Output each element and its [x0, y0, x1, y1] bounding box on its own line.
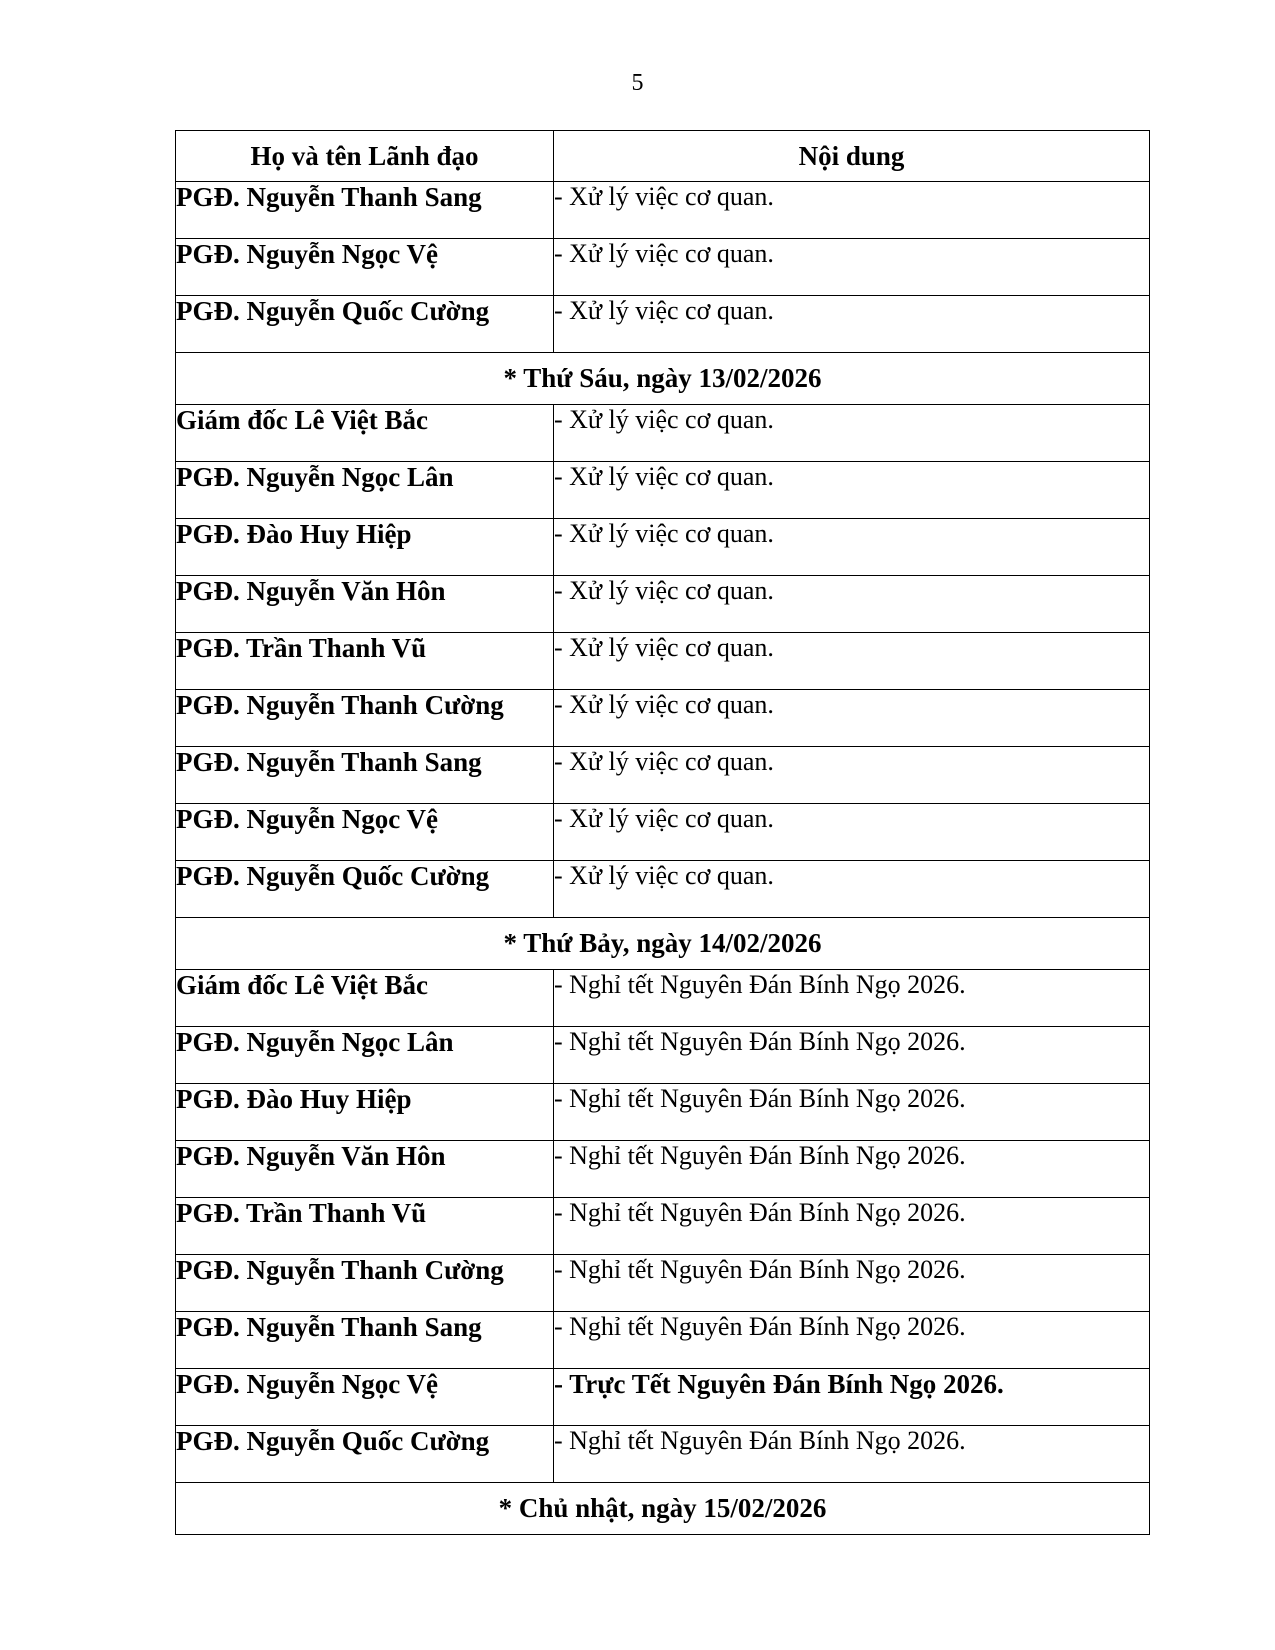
schedule-content: - Nghỉ tết Nguyên Đán Bính Ngọ 2026.: [554, 1312, 1150, 1369]
schedule-content: - Nghỉ tết Nguyên Đán Bính Ngọ 2026.: [554, 1198, 1150, 1255]
schedule-content: - Nghỉ tết Nguyên Đán Bính Ngọ 2026.: [554, 1084, 1150, 1141]
leader-name: PGĐ. Nguyễn Thanh Sang: [176, 182, 554, 239]
table-row: [176, 296, 1150, 353]
schedule-content: - Xử lý việc cơ quan.: [554, 405, 1150, 462]
leader-name: PGĐ. Nguyễn Ngọc Vệ: [176, 804, 554, 861]
leader-schedule-table: [175, 130, 1150, 1535]
table-row: [176, 405, 1150, 462]
schedule-content: - Xử lý việc cơ quan.: [554, 239, 1150, 296]
schedule-content: - Nghỉ tết Nguyên Đán Bính Ngọ 2026.: [554, 1141, 1150, 1198]
table-row: [176, 747, 1150, 804]
schedule-content: - Nghỉ tết Nguyên Đán Bính Ngọ 2026.: [554, 970, 1150, 1027]
leader-name: PGĐ. Trần Thanh Vũ: [176, 1198, 554, 1255]
table-row: [176, 804, 1150, 861]
schedule-content: - Nghỉ tết Nguyên Đán Bính Ngọ 2026.: [554, 1027, 1150, 1084]
leader-name: PGĐ. Nguyễn Quốc Cường: [176, 296, 554, 353]
table-row: [176, 861, 1150, 918]
table-row: [176, 633, 1150, 690]
day-label: * Thứ Bảy, ngày 14/02/2026: [176, 918, 1150, 970]
day-header-row: [176, 353, 1150, 405]
leader-name: PGĐ. Nguyễn Thanh Cường: [176, 1255, 554, 1312]
table-row: [176, 1198, 1150, 1255]
schedule-content: - Trực Tết Nguyên Đán Bính Ngọ 2026.: [554, 1369, 1150, 1426]
schedule-content: - Xử lý việc cơ quan.: [554, 296, 1150, 353]
day-header-row: [176, 918, 1150, 970]
schedule-content: - Xử lý việc cơ quan.: [554, 462, 1150, 519]
schedule-content: - Xử lý việc cơ quan.: [554, 690, 1150, 747]
schedule-content: - Nghỉ tết Nguyên Đán Bính Ngọ 2026.: [554, 1255, 1150, 1312]
day-label: * Thứ Sáu, ngày 13/02/2026: [176, 353, 1150, 405]
table-row: [176, 1084, 1150, 1141]
table-row: [176, 970, 1150, 1027]
table-row: [176, 576, 1150, 633]
schedule-content: - Xử lý việc cơ quan.: [554, 861, 1150, 918]
leader-name: PGĐ. Nguyễn Ngọc Vệ: [176, 1369, 554, 1426]
leader-name: PGĐ. Nguyễn Ngọc Lân: [176, 1027, 554, 1084]
schedule-content: - Xử lý việc cơ quan.: [554, 804, 1150, 861]
leader-name: Giám đốc Lê Việt Bắc: [176, 405, 554, 462]
leader-name: PGĐ. Đào Huy Hiệp: [176, 1084, 554, 1141]
leader-name: PGĐ. Nguyễn Thanh Cường: [176, 690, 554, 747]
page-number: 5: [631, 70, 644, 96]
table-row: [176, 1141, 1150, 1198]
table-body: [176, 182, 1150, 1535]
table-row: [176, 690, 1150, 747]
schedule-content: - Xử lý việc cơ quan.: [554, 519, 1150, 576]
leader-name: PGĐ. Trần Thanh Vũ: [176, 633, 554, 690]
table-row: [176, 519, 1150, 576]
leader-name: PGĐ. Nguyễn Văn Hôn: [176, 1141, 554, 1198]
schedule-content: - Xử lý việc cơ quan.: [554, 182, 1150, 239]
table-row: [176, 1027, 1150, 1084]
day-header-row: [176, 1483, 1150, 1535]
table-row: [176, 1312, 1150, 1369]
schedule-content: - Xử lý việc cơ quan.: [554, 576, 1150, 633]
table-row: [176, 1255, 1150, 1312]
table-row: [176, 1369, 1150, 1426]
header-name: Họ và tên Lãnh đạo: [176, 131, 554, 182]
schedule-content: - Xử lý việc cơ quan.: [554, 633, 1150, 690]
leader-name: PGĐ. Đào Huy Hiệp: [176, 519, 554, 576]
day-label: * Chủ nhật, ngày 15/02/2026: [176, 1483, 1150, 1535]
leader-name: PGĐ. Nguyễn Quốc Cường: [176, 1426, 554, 1483]
table-row: [176, 239, 1150, 296]
table-row: [176, 182, 1150, 239]
leader-name: PGĐ. Nguyễn Thanh Sang: [176, 1312, 554, 1369]
schedule-content: - Nghỉ tết Nguyên Đán Bính Ngọ 2026.: [554, 1426, 1150, 1483]
schedule-content: - Xử lý việc cơ quan.: [554, 747, 1150, 804]
table-row: [176, 462, 1150, 519]
table-row: [176, 1426, 1150, 1483]
leader-name: PGĐ. Nguyễn Ngọc Lân: [176, 462, 554, 519]
header-row: [176, 131, 1150, 182]
leader-name: PGĐ. Nguyễn Ngọc Vệ: [176, 239, 554, 296]
table-header: [176, 131, 1150, 182]
header-content: Nội dung: [554, 131, 1150, 182]
leader-name: PGĐ. Nguyễn Văn Hôn: [176, 576, 554, 633]
leader-name: PGĐ. Nguyễn Thanh Sang: [176, 747, 554, 804]
leader-name: Giám đốc Lê Việt Bắc: [176, 970, 554, 1027]
leader-name: PGĐ. Nguyễn Quốc Cường: [176, 861, 554, 918]
